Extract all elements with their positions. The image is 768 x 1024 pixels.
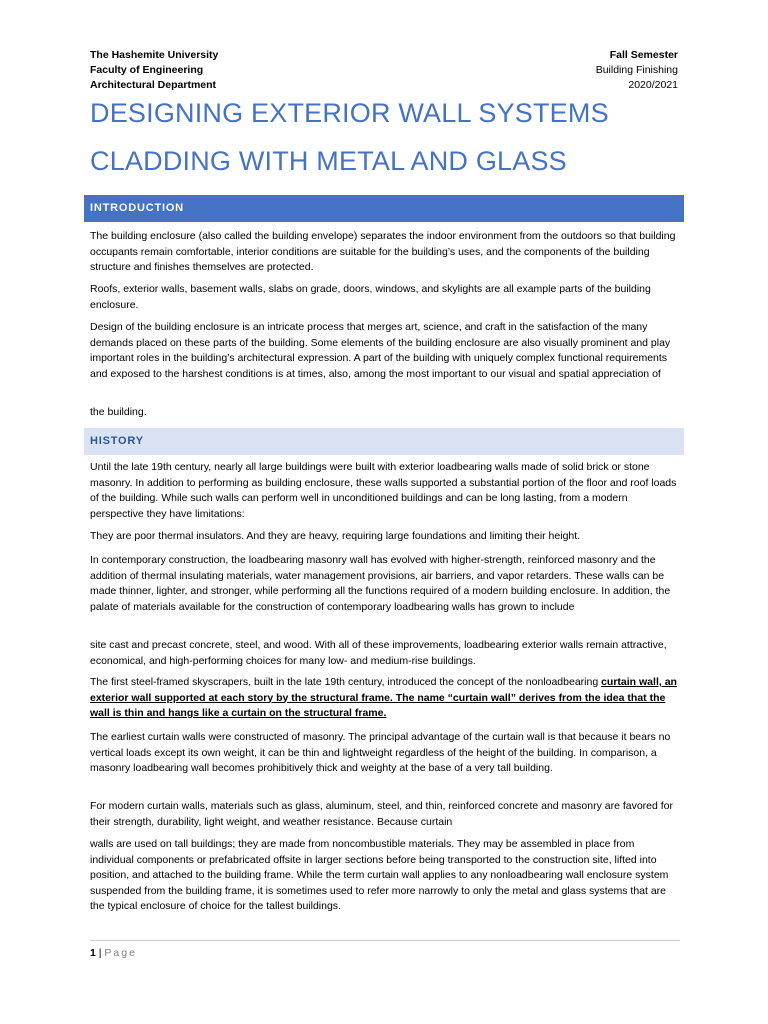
history-paragraph-4: site cast and precast concrete, steel, and wood. With all of these improvements, loadbearing exterior walls remain attractive, economical, and high-performing choices for many low- and medium-rise buildings. xyxy=(90,639,667,667)
document-title-line-2: CLADDING WITH METAL AND GLASS xyxy=(90,146,567,176)
history-paragraph-3: In contemporary construction, the loadbearing masonry wall has evolved with higher-strength, reinforced masonry and the addition of thermal insulating materials, water management provisions, air barriers, and vapor retarders. These walls can be made thinner, lighter, and stronger, while performing all the functions required of a modern building enclosure. In addition, the palate of materials available for the construction of contemporary loadbearing walls has grown to include xyxy=(90,554,671,613)
document-title-line-1: DESIGNING EXTERIOR WALL SYSTEMS xyxy=(90,98,609,128)
faculty-name: Faculty of Engineering xyxy=(90,64,204,76)
semester-label: Fall Semester xyxy=(609,49,678,61)
course-block xyxy=(596,48,678,93)
course-name: Building Finishing xyxy=(595,64,678,76)
curtain-wall-intro-text: The first steel-framed skyscrapers, built in the late 19th century, introduced the concept of the nonloadbearing xyxy=(90,676,602,688)
history-paragraph-5 xyxy=(90,675,680,722)
page-label: Page xyxy=(104,947,137,959)
history-paragraph-2: They are poor thermal insulators. And they are heavy, requiring large foundations and limiting their height. xyxy=(90,530,581,542)
history-paragraph-7: For modern curtain walls, materials such as glass, aluminum, steel, and thin, reinforced concrete and masonry are favored for their strength, durability, light weight, and weather resistance. Because curtain xyxy=(90,800,674,828)
intro-paragraph-3: Design of the building enclosure is an intricate process that merges art, science, and craft in the satisfaction of the many demands placed on these parts of the building. Some elements of the building enclosure are also visually prominent and play important roles in the building’s architectural expression. A part of the building with uniquely complex functional requirements and exposed to the harshest conditions is at times, also, among the most important to our visual and spatial appreciation of xyxy=(90,321,671,380)
page-separator: | xyxy=(95,947,105,959)
footer-divider xyxy=(90,940,680,941)
university-name: The Hashemite University xyxy=(90,49,219,61)
section-heading-history: HISTORY xyxy=(84,428,684,455)
department-name: Architectural Department xyxy=(90,79,217,91)
intro-paragraph-4: the building. xyxy=(90,406,147,418)
section-heading-introduction: INTRODUCTION xyxy=(84,195,684,222)
curtain-wall-definition: curtain wall, an exterior wall supported at each story by the structural frame. The name “curtain wall” derives from the idea that the wall is thin and hangs like a curtain on the structural frame. xyxy=(90,676,677,719)
page-footer xyxy=(90,947,137,959)
academic-year: 2020/2021 xyxy=(628,79,678,91)
intro-paragraph-2: Roofs, exterior walls, basement walls, slabs on grade, doors, windows, and skylights are all example parts of the building enclosure. xyxy=(90,283,651,311)
history-paragraph-8: walls are used on tall buildings; they are made from noncombustible materials. They may be assembled in place from individual components or prefabricated offsite in larger sections before being transported to the construction site, lifted into position, and attached to the building frame. While the term curtain wall applies to any nonloadbearing wall enclosure system suspended from the building frame, it is sometimes used to refer more narrowly to only the metal and glass systems that are the typical enclosure of choice for the tallest buildings. xyxy=(90,838,669,912)
history-paragraph-6: The earliest curtain walls were constructed of masonry. The principal advantage of the curtain wall is that because it bears no vertical loads except its own weight, it can be thin and lightweight regardless of the height of the building. In comparison, a masonry loadbearing wall becomes prohibitively thick and weighty at the base of a very tall building. xyxy=(90,731,671,774)
intro-paragraph-1: The building enclosure (also called the building envelope) separates the indoor environment from the outdoors so that building occupants remain comfortable, interior conditions are suitable for the building’s uses, and the components of the building structure and finishes themselves are protected. xyxy=(90,230,676,273)
history-paragraph-1: Until the late 19th century, nearly all large buildings were built with exterior loadbearing walls made of solid brick or stone masonry. In addition to performing as building enclosure, these walls supported a substantial portion of the floor and roof loads of the building. While such walls can perform well in unconditioned buildings and can be long lasting, from a modern perspective they have limitations: xyxy=(90,461,677,520)
institution-block xyxy=(90,48,218,93)
page-number: 1 xyxy=(90,947,96,959)
